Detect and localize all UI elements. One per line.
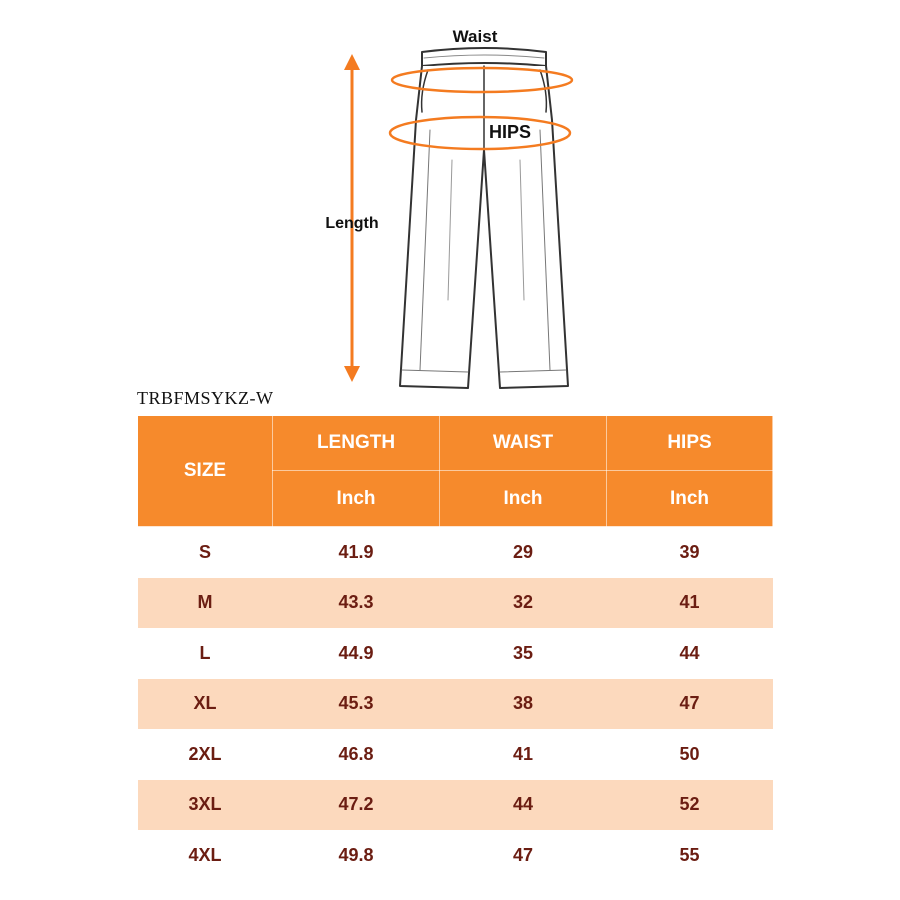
- length-cell: 43.3: [273, 578, 440, 629]
- header-length: LENGTH: [273, 416, 440, 471]
- hips-cell: 39: [607, 527, 773, 578]
- table-row: [138, 679, 773, 730]
- waist-cell: 47: [440, 830, 607, 881]
- header-size: SIZE: [138, 416, 273, 527]
- size-cell: M: [138, 578, 273, 629]
- size-cell: XL: [138, 679, 273, 730]
- waist-cell: 41: [440, 729, 607, 780]
- waist-label: Waist: [452, 27, 498, 46]
- size-cell: L: [138, 628, 273, 679]
- hips-cell: 52: [607, 780, 773, 831]
- header-row: [138, 416, 773, 471]
- header-hips: HIPS: [607, 416, 773, 471]
- table-row: [138, 729, 773, 780]
- table-row: [138, 628, 773, 679]
- waist-cell: 29: [440, 527, 607, 578]
- length-cell: 45.3: [273, 679, 440, 730]
- length-cell: 41.9: [273, 527, 440, 578]
- size-cell: 2XL: [138, 729, 273, 780]
- unit-waist: Inch: [440, 471, 607, 527]
- length-label: Length: [325, 215, 379, 232]
- waist-cell: 44: [440, 780, 607, 831]
- hips-cell: 44: [607, 628, 773, 679]
- hips-cell: 55: [607, 830, 773, 881]
- length-cell: 46.8: [273, 729, 440, 780]
- length-cell: 47.2: [273, 780, 440, 831]
- waist-cell: 35: [440, 628, 607, 679]
- waist-cell: 38: [440, 679, 607, 730]
- hips-label: HIPS: [488, 122, 532, 142]
- hips-cell: 47: [607, 679, 773, 730]
- table-row: [138, 527, 773, 578]
- table-row: [138, 830, 773, 881]
- hips-cell: 41: [607, 578, 773, 629]
- hips-cell: 50: [607, 729, 773, 780]
- unit-hips: Inch: [607, 471, 773, 527]
- size-cell: 4XL: [138, 830, 273, 881]
- size-cell: 3XL: [138, 780, 273, 831]
- pants-drawing: [400, 48, 568, 388]
- size-cell: S: [138, 527, 273, 578]
- table-row: [138, 578, 773, 629]
- unit-length: Inch: [273, 471, 440, 527]
- length-cell: 44.9: [273, 628, 440, 679]
- table-row: [138, 780, 773, 831]
- header-waist: WAIST: [440, 416, 607, 471]
- sku-code: TRBFMSYKZ-W: [137, 388, 274, 408]
- pants-diagram: [0, 0, 900, 400]
- length-cell: 49.8: [273, 830, 440, 881]
- size-chart-table: [137, 415, 773, 881]
- waist-cell: 32: [440, 578, 607, 629]
